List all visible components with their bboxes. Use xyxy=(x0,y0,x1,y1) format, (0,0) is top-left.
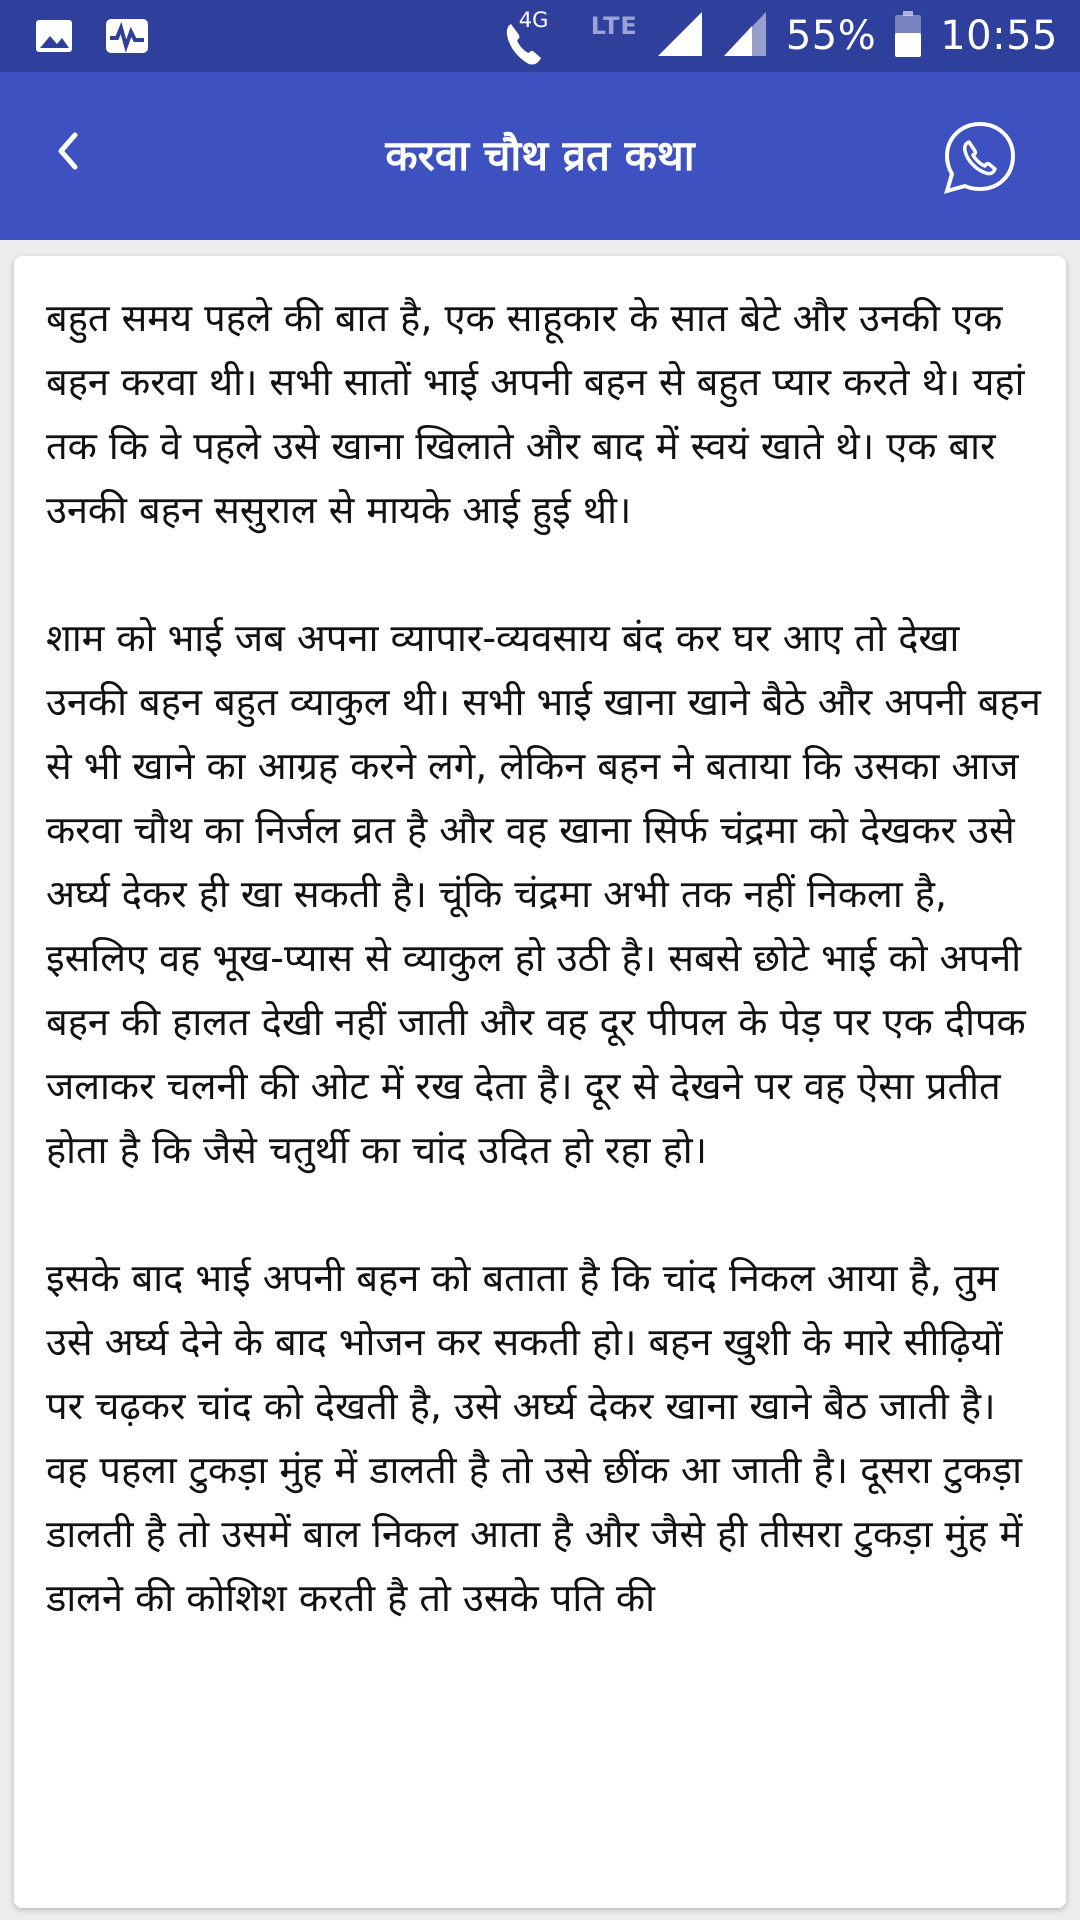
wifi-call-icon xyxy=(503,6,573,66)
back-button[interactable] xyxy=(34,118,104,188)
story-card xyxy=(14,256,1066,1908)
status-bar-right xyxy=(503,0,1058,72)
chevron-left-icon xyxy=(49,129,89,177)
story-paragraph-1: बहुत समय पहले की बात है, एक साहूकार के सात बेटे और उनकी एक बहन करवा थी। सभी सातों भाई अपनी बहन से बहुत प्यार करते थे। यहां तक कि वे पहले उसे खाना खिलाते और बाद में स्वयं खाते थे। एक बार उनकी बहन ससुराल से मायके आई हुई थी। xyxy=(46,296,1025,532)
signal-icon xyxy=(656,10,704,62)
story-text[interactable] xyxy=(46,286,1046,1876)
status-bar xyxy=(0,0,1080,72)
signal-icon-secondary xyxy=(722,10,768,62)
lte-label: LTE xyxy=(590,12,638,40)
whatsapp-icon xyxy=(940,183,1020,202)
whatsapp-share-button[interactable] xyxy=(940,118,1020,198)
clock: 10:55 xyxy=(940,13,1058,59)
status-bar-left xyxy=(34,16,150,60)
page-title: करवा चौथ व्रत कथा xyxy=(385,131,695,180)
battery-percent: 55% xyxy=(785,13,877,59)
story-paragraph-2: शाम को भाई जब अपना व्यापार-व्यवसाय बंद कर घर आए तो देखा उनकी बहन बहुत व्याकुल थी। सभी भाई खाना खाने बैठे और अपनी बहन से भी खाने का आग्रह करने लगे, लेकिन बहन ने बताया कि उसका आज करवा चौथ का निर्जल व्रत है और वह खाना सिर्फ चंद्रमा को देखकर उसे अर्घ्य देकर ही खा सकती है। चूंकि चंद्रमा अभी तक नहीं निकला है, इसलिए वह भूख-प्यास से व्याकुल हो उठी है। सबसे छोटे भाई को अपनी बहन की हालत देखी नहीं जाती और वह दूर पीपल के पेड़ पर एक दीपक जलाकर चलनी की ओट में रख देता है। दूर से देखने पर वह ऐसा प्रतीत होता है कि जैसे चतुर्थी का चांद उदित हो रहा हो। xyxy=(46,616,1041,1172)
battery-icon xyxy=(894,11,922,61)
story-paragraph-3: इसके बाद भाई अपनी बहन को बताता है कि चांद निकल आया है, तुम उसे अर्घ्य देने के बाद भोजन कर सकती हो। बहन खुशी के मारे सीढ़ियों पर चढ़कर चांद को देखती है, उसे अर्घ्य देकर खाना खाने बैठ जाती है। वह पहला टुकड़ा मुंह में डालती है तो उसे छींक आ जाती है। दूसरा टुकड़ा डालती है तो उसमें बाल निकल आता है और जैसे ही तीसरा टुकड़ा मुंह में डालने की कोशिश करती है तो उसके पति की xyxy=(46,1256,1023,1620)
network-type-label: 4G xyxy=(518,8,549,32)
activity-icon xyxy=(104,16,150,60)
gallery-icon xyxy=(34,16,74,60)
app-bar xyxy=(0,72,1080,240)
